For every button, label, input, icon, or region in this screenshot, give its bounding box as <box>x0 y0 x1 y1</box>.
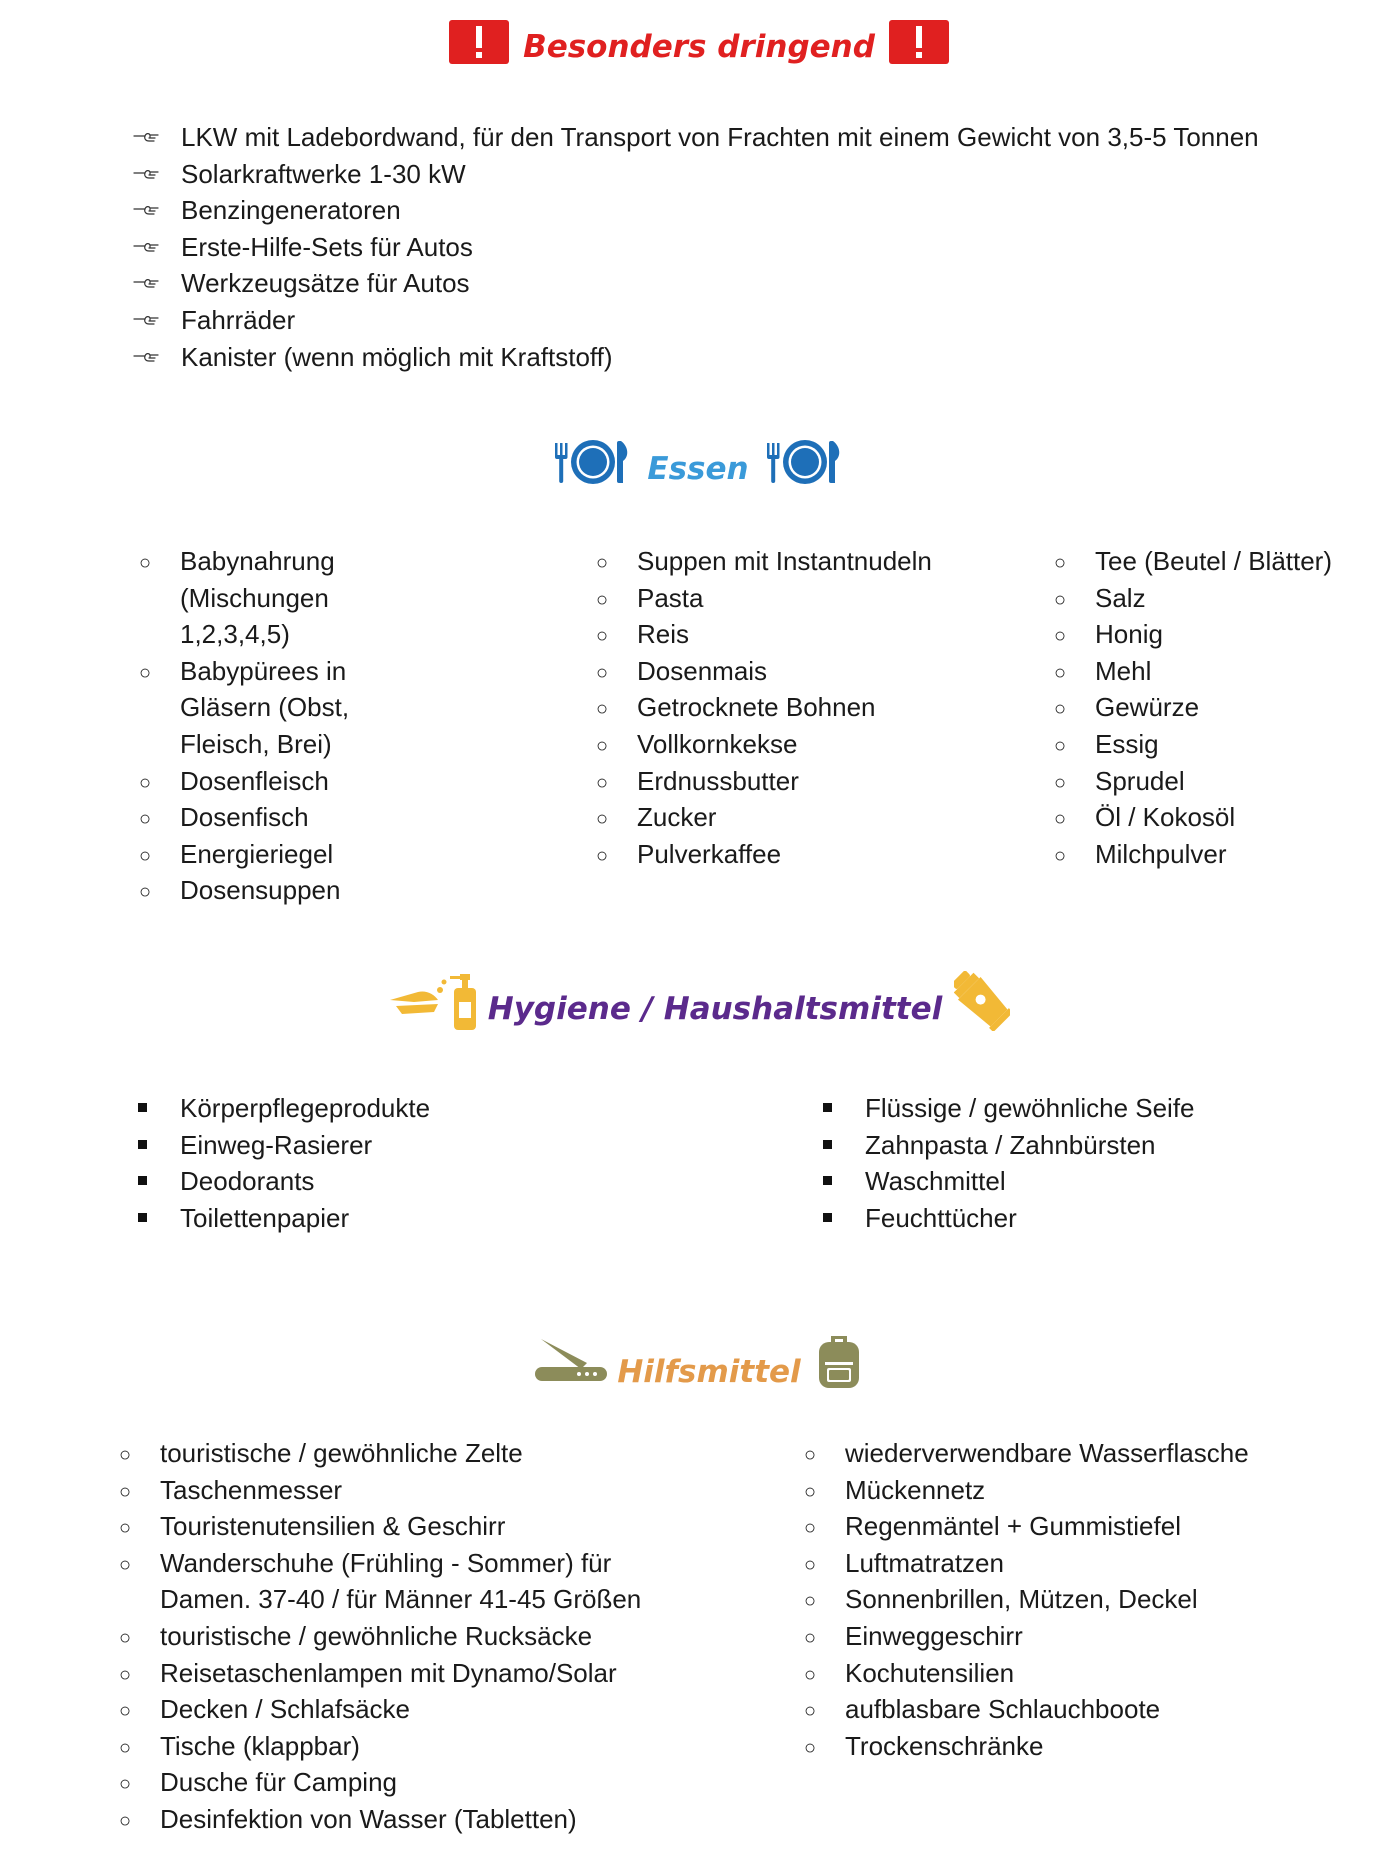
list-item-text: Fahrräder <box>181 304 296 335</box>
list-item <box>1045 799 1385 836</box>
list-item <box>795 1472 1355 1509</box>
tools-title: Hilfsmittel <box>617 1354 801 1390</box>
list-item <box>110 1655 700 1692</box>
hygiene-column-2 <box>815 1090 1315 1236</box>
food-column-1 <box>130 543 390 909</box>
list-item <box>133 339 1363 376</box>
list-item <box>587 653 937 690</box>
food-title: Essen <box>647 451 749 487</box>
circle-bullet-icon: ○ <box>118 1773 132 1796</box>
circle-bullet-icon: ○ <box>138 808 152 831</box>
food-heading <box>0 432 1398 492</box>
list-item <box>815 1127 1315 1164</box>
list-item-text: Mehl <box>1095 655 1152 686</box>
list-item <box>815 1090 1315 1127</box>
square-bullet-icon <box>823 1140 832 1149</box>
list-item-text: Pasta <box>637 582 704 613</box>
list-item-text: Luftmatratzen <box>845 1547 1004 1578</box>
list-item-text: Sprudel <box>1095 765 1185 796</box>
urgent-heading <box>0 16 1398 68</box>
circle-bullet-icon: ○ <box>595 771 609 794</box>
circle-bullet-icon: ○ <box>1053 734 1067 757</box>
list-item-text: Salz <box>1095 582 1146 613</box>
list-item <box>587 763 937 800</box>
list-item <box>815 1163 1315 1200</box>
list-item <box>795 1618 1355 1655</box>
list-item <box>110 1728 700 1765</box>
list-item-text: Deodorants <box>180 1166 315 1197</box>
list-item-text: Werkzeugsätze für Autos <box>181 268 470 299</box>
list-item <box>110 1801 700 1838</box>
list-item-text: Dosenmais <box>637 655 768 686</box>
circle-bullet-icon: ○ <box>118 1663 132 1686</box>
circle-bullet-icon: ○ <box>1053 588 1067 611</box>
list-item-text: Kochutensilien <box>845 1657 1015 1688</box>
toothpaste-icon <box>954 971 1010 1031</box>
list-item-text: Tische (klappbar) <box>160 1730 360 1761</box>
hand-soap-icon <box>388 970 480 1032</box>
list-item-text: Zahnpasta / Zahnbürsten <box>865 1129 1156 1160</box>
pointing-hand-icon <box>133 351 159 363</box>
list-item <box>110 1618 700 1655</box>
circle-bullet-icon: ○ <box>803 1444 817 1466</box>
circle-bullet-icon: ○ <box>118 1700 132 1723</box>
list-item-text: Reisetaschenlampen mit Dynamo/Solar <box>160 1657 617 1688</box>
circle-bullet-icon: ○ <box>1053 844 1067 867</box>
circle-bullet-icon: ○ <box>138 844 152 867</box>
list-item <box>587 726 937 763</box>
list-item-text: Decken / Schlafsäcke <box>160 1694 411 1725</box>
list-item-text: Dosenfleisch <box>180 765 329 796</box>
list-item <box>587 799 937 836</box>
pointing-hand-icon <box>133 314 159 326</box>
list-item <box>1045 616 1385 653</box>
circle-bullet-icon: ○ <box>803 1663 817 1686</box>
circle-bullet-icon: ○ <box>118 1626 132 1649</box>
list-item <box>1045 836 1385 873</box>
list-item-text: Energieriegel <box>180 838 334 869</box>
list-item <box>133 229 1363 266</box>
pointing-hand-icon <box>133 241 159 253</box>
list-item <box>130 1163 630 1200</box>
circle-bullet-icon: ○ <box>1053 698 1067 721</box>
list-item <box>130 872 390 909</box>
list-item-text: Kanister (wenn möglich mit Kraftstoff) <box>181 341 613 372</box>
plate-cutlery-icon <box>763 437 847 487</box>
list-item-text: wiederverwendbare Wasserflasche <box>845 1438 1249 1468</box>
list-item <box>130 836 390 873</box>
list-item-text: Vollkornkekse <box>637 728 798 759</box>
list-item <box>110 1508 700 1545</box>
circle-bullet-icon: ○ <box>118 1480 132 1503</box>
list-item <box>130 799 390 836</box>
pocket-knife-icon <box>535 1337 607 1387</box>
circle-bullet-icon: ○ <box>1053 552 1067 574</box>
list-item <box>130 543 390 653</box>
list-item <box>815 1200 1315 1237</box>
list-item-text: Honig <box>1095 619 1163 650</box>
list-item <box>795 1545 1355 1582</box>
list-item-text: Feuchttücher <box>865 1202 1017 1233</box>
circle-bullet-icon: ○ <box>595 661 609 684</box>
square-bullet-icon <box>138 1176 147 1185</box>
list-item-text: LKW mit Ladebordwand, für den Transport von Frachten mit einem Gewicht von 3,5-5 Tonnen <box>181 122 1259 152</box>
circle-bullet-icon: ○ <box>595 808 609 831</box>
circle-bullet-icon: ○ <box>803 1736 817 1759</box>
circle-bullet-icon: ○ <box>803 1553 817 1576</box>
circle-bullet-icon: ○ <box>803 1700 817 1723</box>
list-item <box>795 1435 1355 1472</box>
circle-bullet-icon: ○ <box>138 552 152 574</box>
list-item-text: Milchpulver <box>1095 838 1227 869</box>
list-item-text: Solarkraftwerke 1-30 kW <box>181 158 466 189</box>
list-item <box>133 302 1363 339</box>
exclamation-icon <box>449 20 509 64</box>
pointing-hand-icon <box>133 277 159 289</box>
exclamation-icon <box>889 20 949 64</box>
list-item <box>795 1728 1355 1765</box>
backpack-icon <box>815 1334 863 1390</box>
list-item-text: Babynahrung (Mischungen 1,2,3,4,5) <box>180 546 335 650</box>
list-item-text: Gewürze <box>1095 692 1200 723</box>
square-bullet-icon <box>138 1140 147 1149</box>
list-item <box>1045 580 1385 617</box>
list-item-text: Öl / Kokosöl <box>1095 802 1236 833</box>
list-item <box>1045 543 1385 580</box>
list-item-text: Dosensuppen <box>180 875 341 906</box>
tools-column-1 <box>110 1435 700 1838</box>
list-item <box>130 1200 630 1237</box>
list-item-text: Suppen mit Instantnudeln <box>637 546 932 576</box>
circle-bullet-icon: ○ <box>1053 808 1067 831</box>
circle-bullet-icon: ○ <box>803 1626 817 1649</box>
list-item-text: Mückennetz <box>845 1474 986 1505</box>
circle-bullet-icon: ○ <box>118 1517 132 1540</box>
list-item <box>133 265 1363 302</box>
pointing-hand-icon <box>133 204 159 216</box>
list-item-text: Benzingeneratoren <box>181 195 401 226</box>
list-item-text: Regenmäntel + Gummistiefel <box>845 1511 1181 1542</box>
list-item-text: Tee (Beutel / Blätter) <box>1095 546 1332 576</box>
list-item <box>587 689 937 726</box>
food-column-3 <box>1045 543 1385 872</box>
list-item <box>133 156 1363 193</box>
hygiene-heading <box>0 968 1398 1034</box>
circle-bullet-icon: ○ <box>803 1480 817 1503</box>
circle-bullet-icon: ○ <box>1053 625 1067 648</box>
list-item-text: Toilettenpapier <box>180 1202 350 1233</box>
square-bullet-icon <box>138 1103 147 1112</box>
list-item <box>130 763 390 800</box>
list-item-text: Waschmittel <box>865 1166 1006 1197</box>
list-item <box>587 580 937 617</box>
food-column-2 <box>587 543 937 872</box>
list-item-text: Wanderschuhe (Frühling - Sommer) für Damen. 37-40 / für Männer 41-45 Größen <box>160 1547 642 1615</box>
circle-bullet-icon: ○ <box>138 771 152 794</box>
list-item <box>795 1655 1355 1692</box>
list-item-text: Flüssige / gewöhnliche Seife <box>865 1093 1195 1123</box>
square-bullet-icon <box>138 1213 147 1222</box>
urgent-title: Besonders dringend <box>523 29 875 65</box>
circle-bullet-icon: ○ <box>595 698 609 721</box>
list-item-text: Erste-Hilfe-Sets für Autos <box>181 231 473 262</box>
list-item <box>1045 763 1385 800</box>
list-item-text: touristische / gewöhnliche Zelte <box>160 1438 523 1468</box>
list-item <box>587 543 937 580</box>
list-item <box>795 1691 1355 1728</box>
list-item-text: Essig <box>1095 728 1159 759</box>
pointing-hand-icon <box>133 131 159 143</box>
list-item-text: Einweg-Rasierer <box>180 1129 373 1160</box>
circle-bullet-icon: ○ <box>138 661 152 684</box>
circle-bullet-icon: ○ <box>803 1517 817 1540</box>
list-item <box>795 1581 1355 1618</box>
list-item-text: Sonnenbrillen, Mützen, Deckel <box>845 1584 1198 1615</box>
list-item <box>133 119 1363 156</box>
list-item-text: Babypürees in Gläsern (Obst, Fleisch, Brei) <box>180 655 350 759</box>
circle-bullet-icon: ○ <box>118 1736 132 1759</box>
circle-bullet-icon: ○ <box>1053 661 1067 684</box>
pointing-hand-icon <box>133 168 159 180</box>
list-item <box>110 1691 700 1728</box>
plate-cutlery-icon <box>551 437 635 487</box>
list-item-text: Getrocknete Bohnen <box>637 692 876 723</box>
list-item-text: Desinfektion von Wasser (Tabletten) <box>160 1803 577 1834</box>
list-item <box>1045 653 1385 690</box>
list-item-text: Touristenutensilien & Geschirr <box>160 1511 506 1542</box>
circle-bullet-icon: ○ <box>595 588 609 611</box>
list-item <box>1045 689 1385 726</box>
square-bullet-icon <box>823 1176 832 1185</box>
list-item <box>110 1472 700 1509</box>
circle-bullet-icon: ○ <box>118 1444 132 1466</box>
list-item-text: Pulverkaffee <box>637 838 782 869</box>
list-item-text: aufblasbare Schlauchboote <box>845 1694 1161 1725</box>
circle-bullet-icon: ○ <box>118 1809 132 1832</box>
square-bullet-icon <box>823 1103 832 1112</box>
list-item-text: Einweggeschirr <box>845 1620 1023 1651</box>
list-item-text: touristische / gewöhnliche Rucksäcke <box>160 1620 593 1651</box>
list-item <box>1045 726 1385 763</box>
hygiene-column-1 <box>130 1090 630 1236</box>
list-item <box>587 836 937 873</box>
hygiene-title: Hygiene / Haushaltsmittel <box>487 991 943 1027</box>
list-item <box>587 616 937 653</box>
list-item-text: Zucker <box>637 802 717 833</box>
tools-heading <box>0 1328 1398 1396</box>
tools-column-2 <box>795 1435 1355 1764</box>
list-item <box>130 653 390 763</box>
circle-bullet-icon: ○ <box>595 734 609 757</box>
list-item <box>133 192 1363 229</box>
circle-bullet-icon: ○ <box>595 552 609 574</box>
list-item-text: Taschenmesser <box>160 1474 343 1505</box>
list-item-text: Körperpflegeprodukte <box>180 1093 431 1123</box>
list-item-text: Dusche für Camping <box>160 1767 397 1798</box>
circle-bullet-icon: ○ <box>138 881 152 904</box>
list-item <box>110 1764 700 1801</box>
circle-bullet-icon: ○ <box>1053 771 1067 794</box>
list-item-text: Trockenschränke <box>845 1730 1044 1761</box>
urgent-list <box>133 119 1363 375</box>
circle-bullet-icon: ○ <box>118 1553 132 1576</box>
list-item <box>130 1127 630 1164</box>
circle-bullet-icon: ○ <box>803 1590 817 1613</box>
list-item <box>110 1435 700 1472</box>
list-item <box>130 1090 630 1127</box>
list-item-text: Erdnussbutter <box>637 765 799 796</box>
circle-bullet-icon: ○ <box>595 844 609 867</box>
list-item-text: Dosenfisch <box>180 802 309 833</box>
circle-bullet-icon: ○ <box>595 625 609 648</box>
list-item-text: Reis <box>637 619 690 650</box>
list-item <box>110 1545 700 1618</box>
square-bullet-icon <box>823 1213 832 1222</box>
list-item <box>795 1508 1355 1545</box>
